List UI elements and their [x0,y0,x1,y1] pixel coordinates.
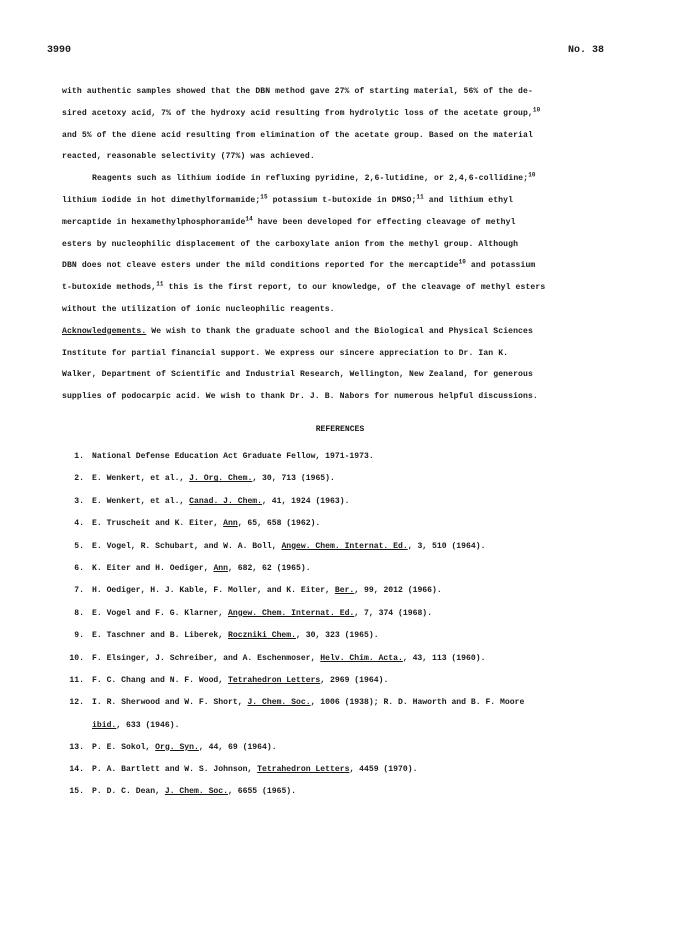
reference-text [92,715,179,737]
reference-text [92,491,349,513]
citation-details: , 65, 658 (1962). [237,519,321,529]
reference-item [62,446,622,468]
page-number: 3990 [47,45,72,56]
reference-item [62,468,622,490]
text-line: t-butoxide methods,$^{11}$ this is the first report, to our knowledge, of the cleavage of methyl esters [62,280,546,293]
citation-details: , 44, 69 (1964). [198,742,277,752]
reference-number: 15. [69,787,84,797]
reference-number: 1. [74,452,84,461]
text-line: with authentic samples showed that the DBN method gave 27% of starting material, 56% of the de- [62,87,533,96]
text-line: sired acetoxy acid, 7% of the hydroxy acid resulting from hydrolytic loss of the acetate group,$^{10}$ [62,106,541,118]
citation-details: , 30, 713 (1965). [252,474,335,484]
reference-text [92,513,320,535]
citation-details: , 7, 374 (1968). [354,608,433,618]
text-line: without the utilization of ionic nucleophilic reagents. [62,304,335,314]
citation-details: , 682, 62 (1965). [228,563,311,573]
citation-details: , 41, 1924 (1963). [262,496,350,506]
reference-text: National Defense Education Act Graduate Fellow, 1971-1973. [92,452,374,461]
text-line: esters by nucleophilic displacement of the carboxylate anion from the methyl group. Although [62,239,519,249]
journal-name: Tetrahedron Letters [228,675,321,685]
reference-text [92,759,417,781]
journal-name: Angew. Chem. Internat. Ed. [228,608,355,618]
citation-details: , 99, 2012 (1966). [354,586,442,596]
citation-details: , 2969 (1964). [320,675,389,685]
authors: F. C. Chang and N. F. Wood, [92,675,228,685]
journal-name: Helv. Chim. Acta. [320,653,403,663]
citation-details: , 1006 (1938); R. D. Haworth and B. F. Moore [310,698,525,708]
references-heading: REFERENCES [315,425,365,434]
reference-number: 14. [69,765,84,775]
reference-item [62,759,622,781]
authors: I. R. Sherwood and W. F. Short, [92,698,248,708]
references-list [62,446,622,804]
journal-name: Canad. J. Chem. [189,496,263,506]
citation-details: , 6655 (1965). [228,787,297,797]
reference-item [62,513,622,535]
body-text [62,81,607,408]
reference-item [62,648,622,670]
reference-item [62,536,622,558]
reference-text [92,625,379,647]
reference-text [92,781,296,803]
citation-details: , 43, 113 (1960). [402,653,486,663]
journal-name: J. Org. Chem. [189,474,253,484]
reference-item [62,737,622,759]
text-line: Reagents such as lithium iodide in refluxing pyridine, 2,6-lutidine, or 2,4,6-collidine;$^{10}$ [92,171,536,184]
reference-number: 12. [69,698,84,708]
acknowledgements-heading: Acknowledgements. [62,326,147,336]
reference-number: 2. [74,474,84,484]
journal-name: Roczniki Chem. [228,631,296,641]
acknowledgements: Acknowledgements. We wish to thank the graduate school and the Biological and Physical Sciences [62,326,533,336]
reference-number: 6. [74,563,84,573]
authors: F. Elsinger, J. Schreiber, and A. Eschenmoser, [92,653,321,663]
journal-name: Ber. [334,586,355,596]
journal-name: J. Chem. Soc. [164,787,229,797]
reference-item [62,580,622,602]
reference-item [62,715,622,737]
reference-text [92,558,311,580]
reference-item [62,603,622,625]
text-line: DBN does not cleave esters under the mild conditions reported for the mercaptide$^{10}$ and potassium [62,258,536,271]
authors: E. Taschner and B. Liberek, [92,631,228,641]
reference-item [62,558,622,580]
reference-item [62,491,622,513]
reference-text [92,670,388,692]
citation-details: , 633 (1946). [116,720,180,730]
authors: E. Truscheit and K. Eiter, [92,519,224,529]
text-line: supplies of podocarpic acid. We wish to thank Dr. J. B. Nabors for numerous helpful discussions. [62,392,538,402]
reference-item [62,670,622,692]
text-line: lithium iodide in hot dimethylformamide;$^{15}$ potassium t-butoxide in DMSO;$^{11}$ and lithium ethyl [62,193,514,205]
journal-name: ibid. [92,720,117,730]
journal-name: Org. Syn. [155,742,199,752]
reference-number: 4. [74,519,84,529]
reference-text [92,536,485,558]
text-line: and 5% of the diene acid resulting from elimination of the acetate group. Based on the material [62,130,533,140]
text-line: reacted, reasonable selectivity (77%) was achieved. [62,152,315,162]
reference-text [92,580,442,602]
reference-number: 3. [74,496,84,506]
reference-item [62,692,622,714]
journal-name: Ann [223,519,238,529]
authors: P. A. Bartlett and W. S. Johnson, [92,765,258,775]
journal-name: Ann [213,563,229,573]
journal-name: J. Chem. Soc. [247,698,311,708]
reference-text [92,692,524,714]
issue-number: No. 38 [567,45,604,56]
citation-details: , 30, 323 (1965). [296,631,379,641]
reference-number: 13. [69,742,84,752]
text-line: mercaptide in hexamethylphosphoramide$^{14}$ have been developed for effecting cleavage of methyl [62,215,516,227]
reference-number: 7. [74,586,84,596]
text-line: Institute for partial financial support. We express our sincere appreciation to Dr. Ian K. [62,348,509,358]
authors: H. Oediger, H. J. Kable, F. Moller, and K. Eiter, [92,586,335,596]
citation-details: , 4459 (1970). [349,765,418,775]
authors: E. Wenkert, et al., [92,474,190,484]
reference-number: 11. [69,675,84,685]
text-line: Walker, Department of Scientific and Industrial Research, Wellington, New Zealand, for generous [62,370,533,380]
authors: P. E. Sokol, [92,742,156,752]
reference-number: 5. [74,541,84,551]
reference-text [92,648,485,670]
reference-item [62,625,622,647]
authors: E. Vogel and F. G. Klarner, [92,608,228,618]
reference-number: 8. [74,608,84,618]
authors: E. Vogel, R. Schubart, and W. A. Boll, [92,541,282,551]
journal-name: Tetrahedron Letters [257,765,350,775]
journal-name: Angew. Chem. Internat. Ed. [281,541,408,551]
reference-item [62,781,622,803]
authors: E. Wenkert, et al., [92,496,190,506]
reference-text [92,737,277,759]
reference-text [92,468,335,490]
authors: K. Eiter and H. Oediger, [92,563,214,573]
reference-number: 10. [69,653,84,663]
reference-number: 9. [74,631,84,641]
citation-details: , 3, 510 (1964). [407,541,486,551]
authors: P. D. C. Dean, [92,787,165,797]
reference-text [92,603,432,625]
